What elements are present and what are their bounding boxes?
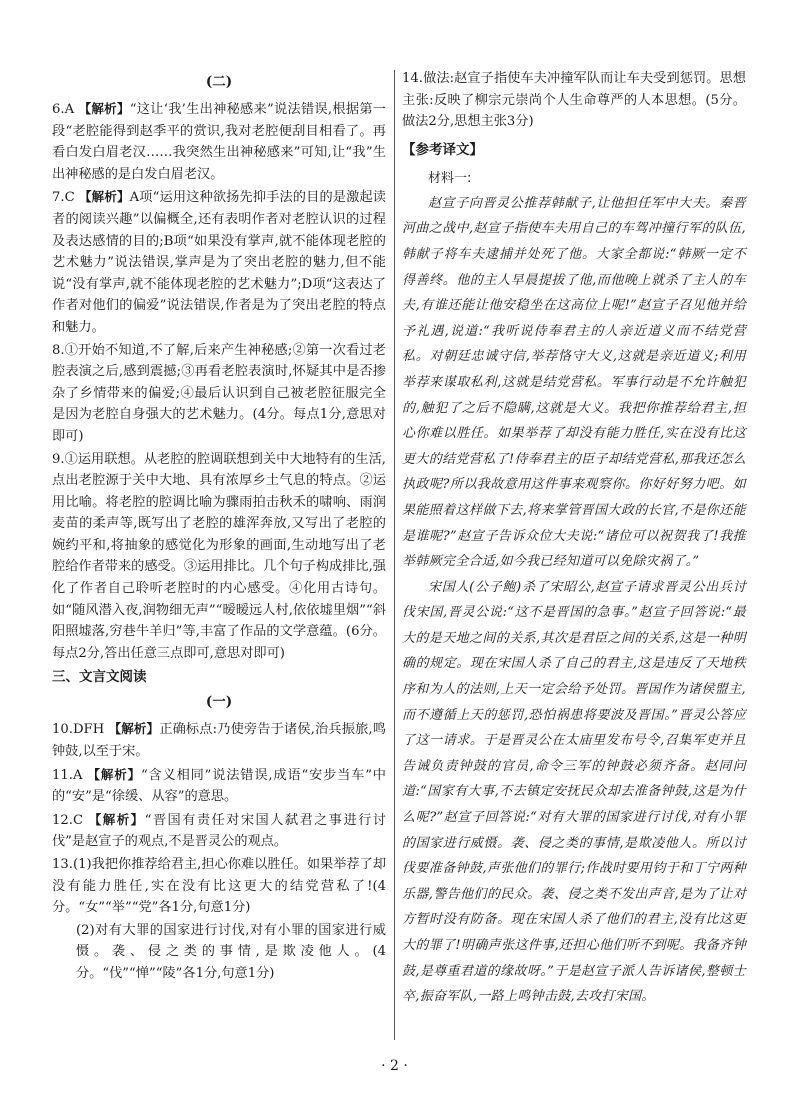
answer-text: ①运用联想。从老腔的腔调联想到关中大地特有的生活,点出老腔源于关中大地、具有浓厚乡土气息的特点。②运用比喻。将老腔的腔调比喻为骤雨拍击秋禾的啸响、雨润麦苗的柔声等,既写出了老腔的雄浑奔放,又写出了老腔的婉约平和,将抽象的感觉化为形象的画面,生动地写出了老腔给作者带来的感受。③运用排比。几个句子构成排比,强化了作者自己聆听老腔时的内心感受。④化用古诗句。如“随风潜入夜,润物细无声”“暧暧远人村,依依墟里烟”“斜阳照墟落,穷巷牛羊归”等,丰富了作品的文学意蕴。(6分。每点2分,答出任意三点即可,意思对即可) <box>52 451 386 661</box>
section-title-2: (二) <box>205 74 233 90</box>
analysis-tag: 【解析】 <box>78 101 130 116</box>
answer-11 <box>52 764 386 808</box>
answer-text: 正确标点:乃使旁告于诸侯,治兵振旅,鸣钟鼓,以至于宋。 <box>52 722 386 760</box>
column-divider <box>394 70 395 1040</box>
left-column <box>52 68 386 986</box>
material-one-title: 材料一: <box>428 170 472 186</box>
answer-13-part1 <box>52 854 386 919</box>
answer-num: 9. <box>52 451 65 467</box>
answer-num: 7.C <box>52 190 75 206</box>
answer-text: 做法:赵宣子指使车夫冲撞军队而让车夫受到惩罚。思想主张:反映了柳宗元崇尚个人生命尊严的人本思想。(5分。做法2分,思想主张3分) <box>402 71 746 130</box>
answer-10 <box>52 718 386 762</box>
answer-text: “这让‘我’生出神秘感来”说法错误,根据第一段“老腔能得到赵季平的赏识,我对老腔便刮目相看了。再看白发白眉老汉……我突然生出神秘感来”可知,让“我”生出神秘感的是白发白眉老汉。 <box>52 102 386 182</box>
answer-13-part2: (2)对有大罪的国家进行讨伐,对有小罪的国家进行威慑。袭、侵之类的事情,是欺凌他人。(4分。“伐”“惮”“陵”各1分,句意1分) <box>76 922 386 981</box>
answer-12 <box>52 809 386 853</box>
answer-text: (1)我把你推荐给君主,担心你难以胜任。如果举荐了却没有能力胜任,实在没有比这更大的结党营私了!(4分。“女”“举”“党”各1分,句意1分) <box>52 857 386 916</box>
section-heading-classical: 三、文言文阅读 <box>52 669 147 686</box>
page-number: · 2 · <box>381 1058 408 1074</box>
answer-8 <box>52 340 386 448</box>
answer-text: ①开始不知道,不了解,后来产生神秘感;②第一次看过老腔表演之后,感到震撼;③再看老腔表演时,怀疑其中是否掺杂了乡情带来的偏爱;④最后认识到自己被老腔征服完全是因为老腔自身强大的艺术魅力。(4分。每点1分,意思对即可) <box>52 342 386 444</box>
answer-text: A项“运用这种欲扬先抑手法的目的是激起读者的阅读兴趣”以偏概全,还有表明作者对老腔认识的过程及表达感情的目的;B项“如果没有掌声,就不能体现老腔的艺术魅力”说法错误,掌声是为了突出老腔的魅力,但不能说“没有掌声,就不能体现老腔的艺术魅力”;D项“这表达了作者对他们的偏爱”说法错误,作者是为了突出老腔的特点和魅力。 <box>52 190 386 335</box>
reference-translation-heading: 【参考译文】 <box>402 141 483 158</box>
answer-text: “晋国有责任对宋国人弑君之事进行讨伐”是赵宣子的观点,不是晋灵公的观点。 <box>52 812 386 850</box>
answer-text: “含义相同”说法错误,成语“安步当车”中的“安”是“徐缓、从容”的意思。 <box>52 767 386 805</box>
analysis-tag: 【解析】 <box>79 189 130 205</box>
analysis-tag: 【解析】 <box>88 811 145 827</box>
answer-num: 14. <box>402 71 423 86</box>
answer-num: 11.A <box>52 767 83 783</box>
right-column <box>402 68 746 1010</box>
analysis-tag: 【解析】 <box>108 721 160 737</box>
answer-9 <box>52 449 386 665</box>
answer-6 <box>52 98 386 185</box>
answer-num: 13. <box>52 857 73 872</box>
answer-num: 10.DFH <box>52 722 105 738</box>
answer-num: 12.C <box>52 812 84 828</box>
translation-paragraph-1: 赵宣子向晋灵公推荐韩献子,让他担任军中大夫。秦晋河曲之战中,赵宣子指使车夫用自己的车驾冲撞行军的队伍,韩献子将车夫逮捕并处死了他。大家全都说:“韩厥一定不得善终。他的主人早晨提拔了他,而他晚上就杀了主人的车夫,有谁还能让他安稳坐在这高位上呢!”赵宣子召见他并给予礼遇,说道:“我听说侍奉君主的人亲近道义而不结党营私。对朝廷忠诚守信,举荐恪守大义,这就是亲近道义;利用举荐来谋取私利,这就是结党营私。军事行动是不允许触犯的,触犯了之后不隐瞒,这就是大义。我把你推荐给君主,担心你难以胜任。如果举荐了却没有能力胜任,实在没有比这更大的结党营私了!侍奉君主的臣子却结党营私,那我还怎么执政呢?所以我故意用这件事来观察你。你好好努力吧。如果能照着这样做下去,将来掌管晋国大政的长官,不是你还能是谁呢?”赵宣子告诉众位大夫说:“诸位可以祝贺我了!我推举韩厥完全合适,如今我已经知道可以免除灾祸了。” <box>402 195 746 570</box>
answer-14 <box>402 68 746 133</box>
translation-paragraph-2: 宋国人(公子鲍)杀了宋昭公,赵宣子请求晋灵公出兵讨伐宋国,晋灵公说:“这不是晋国的急事。”赵宣子回答说:“最大的是天地之间的关系,其次是君臣之间的关系,这是一种明确的规定。现在宋国人杀了自己的君主,这是违反了天地秩序和为人的法则,上天一定会给予处罚。晋国作为诸侯盟主,而不遵循上天的惩罚,恐怕祸患将要波及晋国。”晋灵公答应了这一请求。于是晋灵公在太庙里发布号令,召集军吏并且告诫负责钟鼓的官员,命令三军的钟鼓必须齐备。赵同问道:“国家有大事,不去镇定安抚民众却去准备钟鼓,这是为什么呢?”赵宣子回答说:“对有大罪的国家进行讨伐,对有小罪的国家进行威慑。袭、侵之类的事情,是欺凌他人。所以讨伐要准备钟鼓,声张他们的罪行;作战时要用钧于和丁宁两种乐器,警告他们的民众。袭、侵之类不发出声音,是为了让对方暂时没有防备。现在宋国人杀了他们的君主,没有比这更大的罪了!明确声张这件事,还担心他们听不到呢。我备齐钟鼓,是尊重君道的缘故呀。”于是赵宣子派人告诉诸侯,整顿士卒,振奋军队,一路上鸣钟击鼓,去攻打宋国。 <box>402 579 746 1005</box>
answer-num: 8. <box>52 342 65 358</box>
answer-7 <box>52 186 386 338</box>
answer-num: 6.A <box>52 102 75 117</box>
analysis-tag: 【解析】 <box>87 766 141 782</box>
section-title-1: (一) <box>205 694 233 711</box>
